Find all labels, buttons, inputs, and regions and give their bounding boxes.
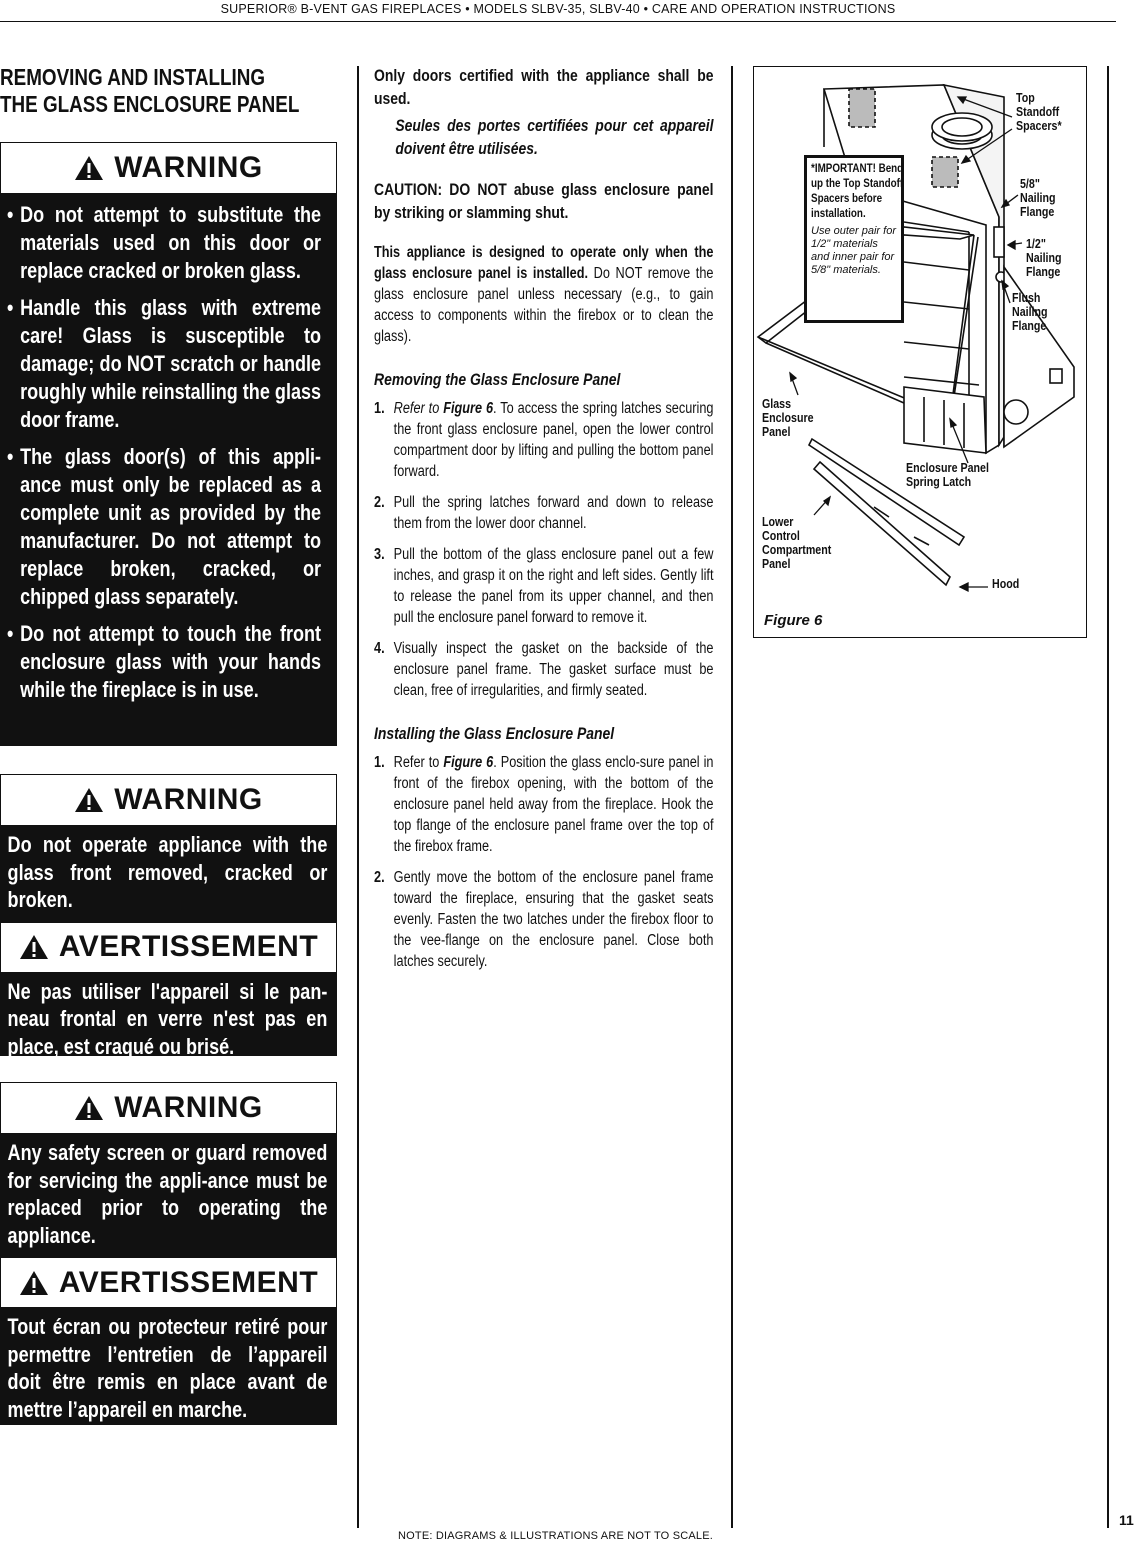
figure-reference: Figure 6 <box>443 754 494 771</box>
step-text-post: . To access the spring latches securing the front glass enclosure panel, open the lower control compartment door by lifting and pulling the bottom panel forward. <box>393 400 714 480</box>
warning-triangle-icon <box>74 1095 104 1121</box>
removing-step <box>374 544 713 628</box>
warning-triangle-icon <box>74 155 104 181</box>
avertissement-heading <box>1 1257 336 1307</box>
step-number: 3. <box>374 546 385 563</box>
label-line: 1/2" <box>1026 236 1046 251</box>
label-line: Compartment <box>762 542 832 557</box>
label-line: Panel <box>762 556 791 571</box>
label-lower-control-compartment-panel <box>762 515 831 571</box>
label-5-8-nailing-flange <box>1020 177 1056 219</box>
doors-note: Only doors certified with the appliance shall be used. <box>374 66 714 108</box>
removing-step <box>374 398 713 482</box>
warning-bullet-list <box>1 193 396 719</box>
warning-box-safety-screen <box>0 1082 337 1425</box>
step-text-post: . Position the glass enclo-sure panel in front of the firebox opening, with the bottom of the enclosure panel held away from the fireplace. Hook the top flange of the enclosure panel frame over the top of the firebox frame. <box>393 754 714 855</box>
label-line: Flange <box>1026 264 1061 279</box>
step-text-pre: Refer to <box>393 754 444 771</box>
label-top-standoff-spacers <box>1016 91 1062 133</box>
section-title-line1: REMOVING AND INSTALLING <box>0 64 266 90</box>
figure-caption: Figure 6 <box>764 612 823 629</box>
installing-heading: Installing the Glass Enclosure Panel <box>374 724 615 743</box>
label-line: Control <box>762 528 800 543</box>
label-line: Glass <box>762 396 792 411</box>
figure-reference: Figure 6 <box>443 400 494 417</box>
label-line: Standoff <box>1016 104 1060 119</box>
label-1-2-nailing-flange <box>1026 237 1062 279</box>
important-note: Use outer pair for 1/2" materials and inner pair for 5/8" materials. <box>811 225 896 276</box>
warning-heading <box>1 775 336 825</box>
label-line: Flush <box>1012 290 1041 305</box>
warning-bullet: • Do not attempt to substitute the materials used on this door or replace cracked or broken glass. <box>7 201 321 285</box>
section-title-line2: THE GLASS ENCLOSURE PANEL <box>0 91 300 117</box>
middle-column <box>374 64 714 982</box>
step-text: Pull the bottom of the glass enclosure panel out a few inches, and grasp it on the right and left sides. Gently lift to release the panel from its upper channel, and then pull the enclosure panel forward to remove it. <box>393 546 714 626</box>
label-line: Panel <box>762 424 791 439</box>
warning-text: Any safety screen or guard removed for servicing the appli-ance must be replaced prior to operating the appliance. <box>7 1140 328 1248</box>
warning-triangle-icon <box>74 787 104 813</box>
header-text: SUPERIOR® B-VENT GAS FIREPLACES • MODELS SLBV-35, SLBV-40 • CARE AND OPERATION INSTRUCTIONS <box>220 2 896 16</box>
column-divider-right <box>731 66 733 1528</box>
avertissement-text: Ne pas utiliser l'appareil si le pan-neau frontal en verre n'est pas en place, est craqué ou brisé. <box>7 978 328 1059</box>
warning-heading <box>1 143 336 193</box>
installing-step <box>374 752 713 857</box>
avertissement-text: Tout écran ou protecteur retiré pour permettre l’entretien de l’appareil doit être remis en place avant de mettre l’appareil en marche. <box>7 1314 328 1422</box>
label-line: Nailing <box>1020 190 1056 205</box>
step-number: 4. <box>374 640 385 657</box>
step-text: Pull the spring latches forward and down to release them from the lower door channel. <box>393 494 714 532</box>
middle-column-body <box>374 64 713 972</box>
avertissement-heading <box>1 922 336 972</box>
removing-heading: Removing the Glass Enclosure Panel <box>374 370 621 389</box>
step-number: 1. <box>374 754 385 771</box>
removing-step <box>374 638 713 701</box>
important-heading: *IMPORTANT! Bend up the Top Standoff Spacers before installation. <box>811 161 904 220</box>
label-line: Nailing <box>1012 304 1048 319</box>
warning-bullet: • The glass door(s) of this appli-ance must only be replaced as a complete unit as provided by the manufacturer. Do not attempt to replace broken, cracked, or chipped glass separately. <box>7 443 321 611</box>
page-edge-rule <box>1107 66 1109 1528</box>
caution-note: CAUTION: DO NOT abuse glass enclosure panel by striking or slamming shut. <box>374 180 714 222</box>
important-callout <box>804 155 904 323</box>
warning-box-glass-removed <box>0 774 337 1059</box>
warning-triangle-icon <box>19 934 49 960</box>
step-number: 2. <box>374 869 385 886</box>
avertissement-heading-text: AVERTISSEMENT <box>58 930 319 963</box>
warning-box-glass-handling <box>0 142 337 746</box>
label-line: Flange <box>1012 318 1047 333</box>
label-line: Spring Latch <box>906 474 972 489</box>
label-glass-enclosure-panel <box>762 397 814 439</box>
label-line: Top <box>1016 90 1035 105</box>
operate-paragraph-bold: This appliance is designed to operate only when the glass enclosure panel is installed. <box>374 244 714 282</box>
footer-note: NOTE: DIAGRAMS & ILLUSTRATIONS ARE NOT TO SCALE. <box>398 1530 714 1542</box>
figure-6 <box>753 66 1087 638</box>
operate-paragraph-rest: Do NOT remove the glass enclosure panel unless necessary (e.g., to gain access to components within the firebox or to clean the glass). <box>374 265 714 345</box>
warning-text: Do not operate appliance with the glass front removed, cracked or broken. <box>7 832 328 912</box>
warning-heading-text: WARNING <box>114 1091 263 1124</box>
label-enclosure-panel-spring-latch <box>906 461 989 489</box>
page-header <box>0 0 1116 22</box>
step-text-pre: Refer to <box>393 400 444 417</box>
label-flush-nailing-flange <box>1012 291 1048 333</box>
warning-triangle-icon <box>19 1270 49 1296</box>
label-hood: Hood <box>992 576 1020 591</box>
doors-note-french: Seules des portes certifiées pour cet appareil doivent être utilisées. <box>395 116 714 158</box>
left-column <box>0 64 340 118</box>
warning-bullet: • Do not attempt to touch the front enclosure glass with your hands while the fireplace is in use. <box>7 620 321 704</box>
warning-heading-text: WARNING <box>114 783 263 816</box>
operate-paragraph <box>374 242 713 347</box>
warning-bullet: • Handle this glass with extreme care! Glass is susceptible to damage; do NOT scratch or handle roughly while reinstalling the glass door frame. <box>7 294 321 434</box>
label-line: Spacers* <box>1016 118 1062 133</box>
step-number: 2. <box>374 494 385 511</box>
page-number: 11 <box>1119 1512 1134 1528</box>
installing-step <box>374 867 713 972</box>
label-line: Nailing <box>1026 250 1062 265</box>
step-text: Visually inspect the gasket on the backside of the enclosure panel frame. The gasket surface must be clean, free of irregularities, and firmly seated. <box>393 640 714 699</box>
removing-step <box>374 492 713 534</box>
avertissement-heading-text: AVERTISSEMENT <box>58 1265 319 1299</box>
step-number: 1. <box>374 400 385 417</box>
step-text: Gently move the bottom of the enclosure panel frame toward the fireplace, ensuring that the gasket seats evenly. Fasten the two latches under the firebox floor to the vee-flange on the enclosure panel. Close both latches securely. <box>393 869 714 970</box>
label-line: Flange <box>1020 204 1055 219</box>
label-line: Enclosure <box>762 410 814 425</box>
warning-heading-text: WARNING <box>114 151 263 184</box>
warning-heading <box>1 1083 336 1133</box>
label-line: Lower <box>762 514 794 529</box>
label-line: Enclosure Panel <box>906 460 989 475</box>
section-title <box>0 64 300 118</box>
label-line: 5/8" <box>1020 176 1040 191</box>
